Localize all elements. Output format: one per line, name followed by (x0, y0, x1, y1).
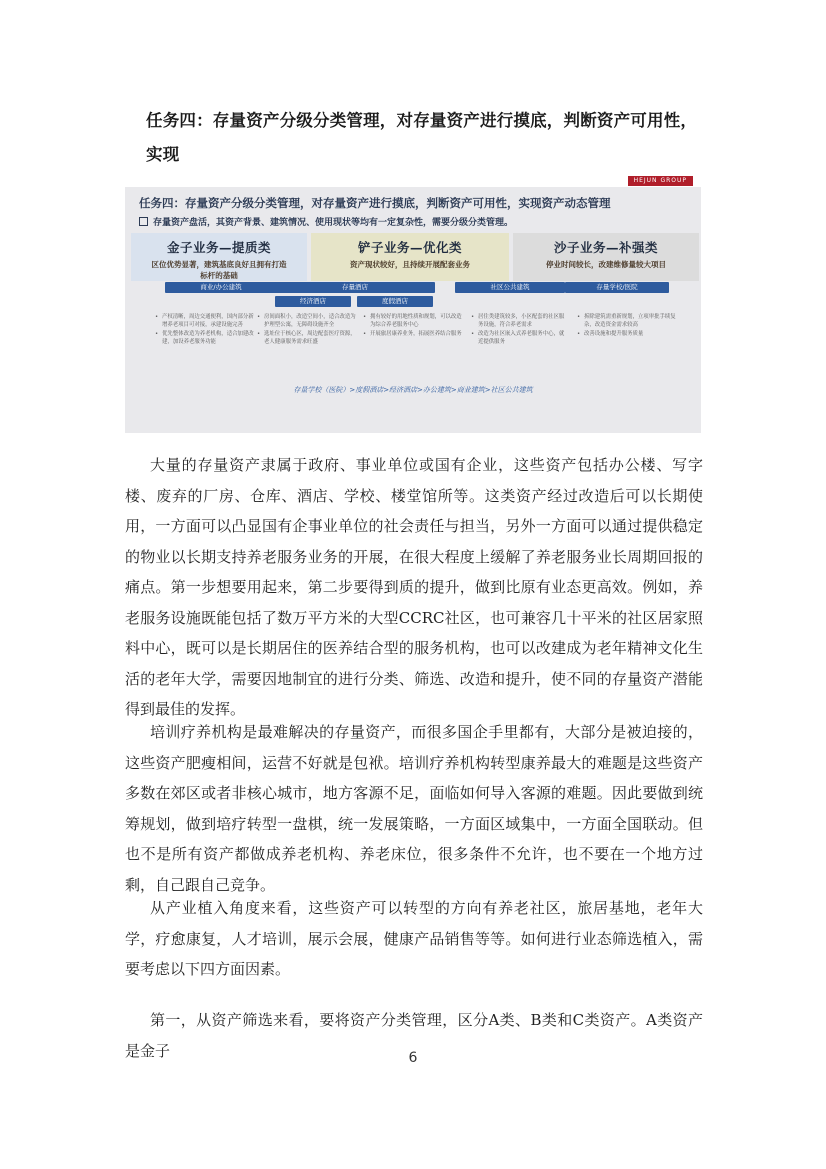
page-number: 6 (408, 1050, 418, 1066)
tag-resort-hotel: 度假酒店 (357, 296, 433, 307)
paragraph: 第一，从资产筛选来看，要将资产分类管理，区分A类、B类和C类资产。A类资产是金子 (125, 1011, 703, 1060)
category-title: 沙子业务—补强类 (553, 240, 658, 255)
paragraph: 从产业植入角度来看，这些资产可以转型的方向有养老社区，旅居基地，老年大学，疗愈康复，人才培训，展示会展，健康产品销售等等。如何进行业态筛选植入，需要考虑以下四方面因素。 (125, 899, 703, 978)
heading-line-1: 任务四：存量资产分级分类管理，对存量资产进行摸底，判断资产可用性，实现 (146, 111, 698, 164)
bullet-item: • 拆除建筑需重新规划，立项审批手续复杂，改造资金需求较高 (577, 313, 677, 330)
tag-community-building: 社区公共建筑 (455, 282, 565, 293)
category-title: 铲子业务—优化类 (357, 240, 462, 255)
slide-subtitle (139, 215, 513, 228)
bullets-col3 (363, 313, 463, 338)
bullet-item: • 优先整体改造为养老机构，适合加建改建，加设养老服务功能 (155, 330, 255, 347)
priority-flow: 存量学校（医院）>度假酒店>经济酒店>办公建筑>商业建筑>社区公共建筑 (293, 386, 533, 394)
bullet-item: • 开展旅居康养业务，拓展医养结合服务 (363, 330, 463, 338)
category-desc: 资产现状较好，且持续开展配套业务 (350, 260, 470, 269)
slide-title: 任务四：存量资产分级分类管理，对存量资产进行摸底，判断资产可用性，实现资产动态管理 (139, 196, 611, 210)
embedded-slide-figure (125, 175, 701, 433)
tag-commercial-office: 商业/办公建筑 (165, 282, 277, 293)
bullets-col2 (257, 313, 357, 347)
brand-logo: HEJUN GROUP (628, 176, 693, 186)
category-gold (131, 233, 307, 281)
bullet-item: • 居住类建筑较多，小区配套的社区服务设施，符合养老需求 (471, 313, 569, 330)
paragraph: 大量的存量资产隶属于政府、事业单位或国有企业，这些资产包括办公楼、写字楼、废弃的厂房、仓库、酒店、学校、楼堂馆所等。这类资产经过改造后可以长期使用，一方面可以凸显国有企事业单位的社会责任与担当，另外一方面可以通过提供稳定的物业以长期支持养老服务业务的开展，在很大程度上缓解了养老服务业长周期回报的痛点。第一步想要用起来，第二步要得到质的提升，做到比原有业态更高效。例如，养老服务设施既能包括了数万平方米的大型CCRC社区，也可兼容几十平米的社区居家照料中心，既可以是长期居住的医养结合型的服务机构，也可以改建成为老年精神文化生活的老年大学，需要因地制宜的进行分类、筛选、改造和提升，使不同的存量资产潜能得到最佳的发挥。 (125, 456, 703, 718)
tag-school-hospital: 存量学校/医院 (565, 282, 669, 293)
bullets-col5 (577, 313, 677, 338)
tag-hotel: 存量酒店 (275, 282, 435, 293)
category-sand (513, 233, 699, 281)
slide-topbar (125, 175, 701, 187)
category-title: 金子业务—提质类 (166, 240, 271, 255)
bullet-item: • 改造为社区嵌入式养老服务中心，就近提供服务 (471, 330, 569, 347)
bullet-item: • 改善设施和提升服务质量 (577, 330, 677, 338)
category-desc: 区位优势显著，建筑基底良好且拥有打造标杆的基础 (151, 260, 287, 280)
bullet-item: • 选址位于核心区，周边配套医疗资源，老人健康服务需求旺盛 (257, 330, 357, 347)
category-shovel (311, 233, 509, 281)
bullet-item: • 拥有较好的用地性质和规划，可以改造为综合养老服务中心 (363, 313, 463, 330)
bullets-col1 (155, 313, 255, 347)
slide-subtitle-text: 存量资产盘活，其资产背景、建筑情况、使用现状等均有一定复杂性，需要分级分类管理。 (153, 218, 514, 228)
checkbox-icon (139, 217, 148, 226)
bullet-item: • 房间面积小，改造空间小，适合改造为护理型公寓，无障碍设施齐全 (257, 313, 357, 330)
bullet-item: • 产权清晰，周边交通便利，国内部分新增养老项目可对接，承建设施完善 (155, 313, 255, 330)
paragraph: 培训疗养机构是最难解决的存量资产，而很多国企手里都有，大部分是被迫接的，这些资产肥瘦相间，运营不好就是包袱。培训疗养机构转型康养最大的难题是这些资产多数在郊区或者非核心城市，地方客源不足，面临如何导入客源的难题。因此要做到统筹规划，做到培疗转型一盘棋，统一发展策略，一方面区域集中，一方面全国联动。但也不是所有资产都做成养老机构、养老床位，很多条件不允许，也不要在一个地方过剩，自己跟自己竞争。 (125, 723, 703, 894)
category-desc: 停业时间较长，改建维修量较大项目 (546, 260, 666, 269)
tag-economy-hotel: 经济酒店 (275, 296, 351, 307)
bullets-col4 (471, 313, 569, 347)
